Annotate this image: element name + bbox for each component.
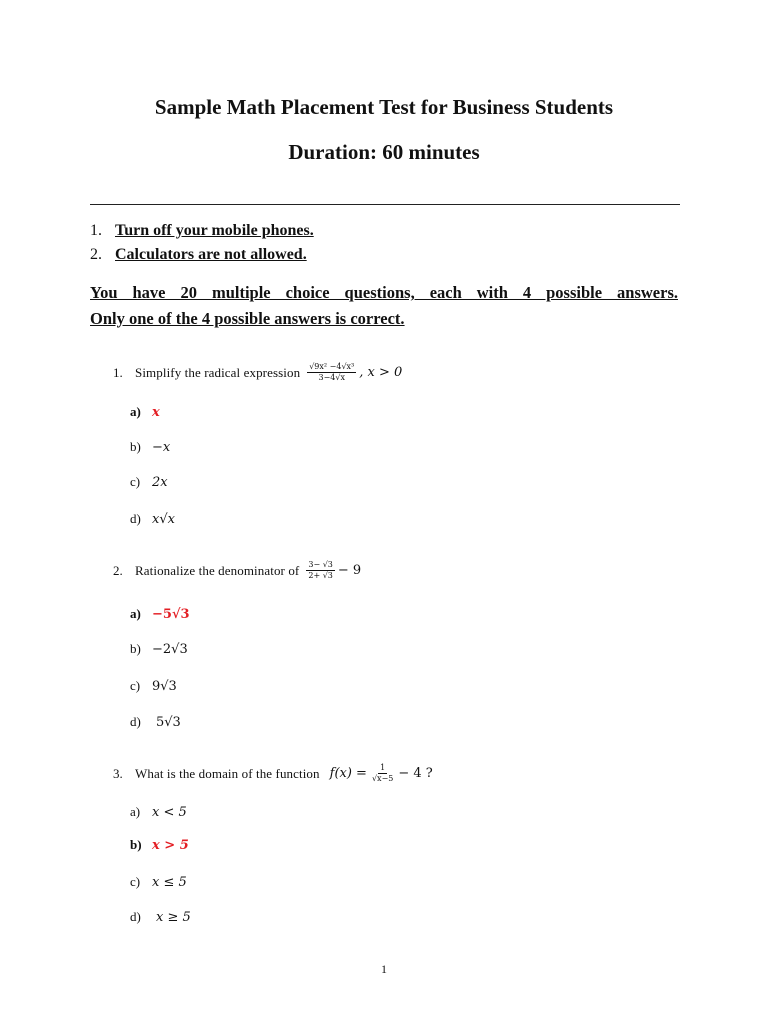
option-value: x > 5: [152, 838, 189, 853]
answer-option[interactable]: [130, 606, 190, 622]
exam-notice: [90, 280, 678, 332]
function-notation: f(x) =: [329, 766, 367, 781]
option-label: d): [130, 714, 141, 729]
option-label: d): [130, 909, 141, 924]
question-2: [113, 560, 361, 581]
question-fraction: [307, 362, 356, 383]
question-fraction: [306, 560, 335, 581]
option-value: x: [152, 405, 160, 420]
fraction-numerator: 1: [380, 763, 386, 772]
answer-option[interactable]: [130, 909, 191, 925]
instructions-list: [90, 219, 314, 267]
option-label: a): [130, 606, 141, 621]
question-suffix: − 4 ?: [398, 766, 433, 781]
question-1: [113, 362, 402, 383]
fraction-numerator: √9x² −4√x³: [309, 362, 355, 371]
instruction-number: 1.: [90, 222, 102, 239]
option-value: x ≥ 5: [156, 910, 191, 925]
option-value: −5√3: [152, 607, 190, 622]
notice-line-2: Only one of the 4 possible answers is correct.: [90, 309, 405, 328]
option-label: c): [130, 678, 141, 693]
instruction-text: Calculators are not allowed.: [115, 246, 307, 263]
option-label: c): [130, 874, 141, 889]
option-value: 2x: [152, 475, 168, 490]
question-text: Simplify the radical expression: [135, 364, 301, 380]
question-suffix: , x > 0: [359, 365, 403, 380]
option-value: x√x: [152, 512, 175, 527]
answer-option[interactable]: [130, 678, 177, 694]
answer-option[interactable]: [130, 874, 187, 890]
fraction-numerator: 3− √3: [308, 560, 333, 569]
fraction-denominator: 2+ √3: [308, 571, 333, 580]
answer-option[interactable]: [130, 837, 189, 853]
answer-option[interactable]: [130, 714, 181, 730]
document-title: Sample Math Placement Test for Business Students: [154, 95, 614, 119]
answer-option[interactable]: [130, 804, 187, 820]
question-number: 1.: [113, 364, 123, 380]
option-value: 5√3: [156, 715, 181, 730]
divider-line: [90, 204, 680, 205]
option-value: −2√3: [152, 642, 188, 657]
question-3: [113, 763, 433, 784]
answer-option[interactable]: [130, 641, 188, 657]
fraction-denominator: 3−4√x: [318, 373, 345, 382]
option-label: b): [130, 837, 142, 852]
option-label: b): [130, 439, 141, 454]
option-value: x < 5: [152, 805, 187, 820]
answer-option[interactable]: [130, 511, 175, 527]
question-number: 2.: [113, 562, 123, 578]
question-text: Rationalize the denominator of: [135, 562, 300, 578]
instruction-text: Turn off your mobile phones.: [115, 222, 314, 239]
option-value: 9√3: [152, 679, 177, 694]
option-label: b): [130, 641, 141, 656]
notice-line-1: You have 20 multiple choice questions, each with 4 possible answers.: [90, 283, 678, 302]
option-value: x ≤ 5: [152, 875, 187, 890]
answer-option[interactable]: [130, 439, 170, 455]
fraction-denominator: √x−5: [371, 774, 394, 783]
option-label: d): [130, 511, 141, 526]
instruction-number: 2.: [90, 246, 102, 263]
instruction-item: [90, 243, 314, 267]
answer-option[interactable]: [130, 474, 168, 490]
duration-heading: Duration: 60 minutes: [288, 140, 480, 164]
answer-option[interactable]: [130, 404, 160, 420]
question-fraction: [370, 763, 395, 784]
question-suffix: − 9: [337, 563, 362, 578]
instruction-item: [90, 219, 314, 243]
question-number: 3.: [113, 765, 123, 781]
page-number: 1: [381, 962, 387, 976]
option-label: a): [130, 804, 141, 819]
option-label: a): [130, 404, 141, 419]
option-label: c): [130, 474, 141, 489]
question-text: What is the domain of the function: [135, 765, 320, 781]
option-value: −x: [152, 440, 171, 455]
